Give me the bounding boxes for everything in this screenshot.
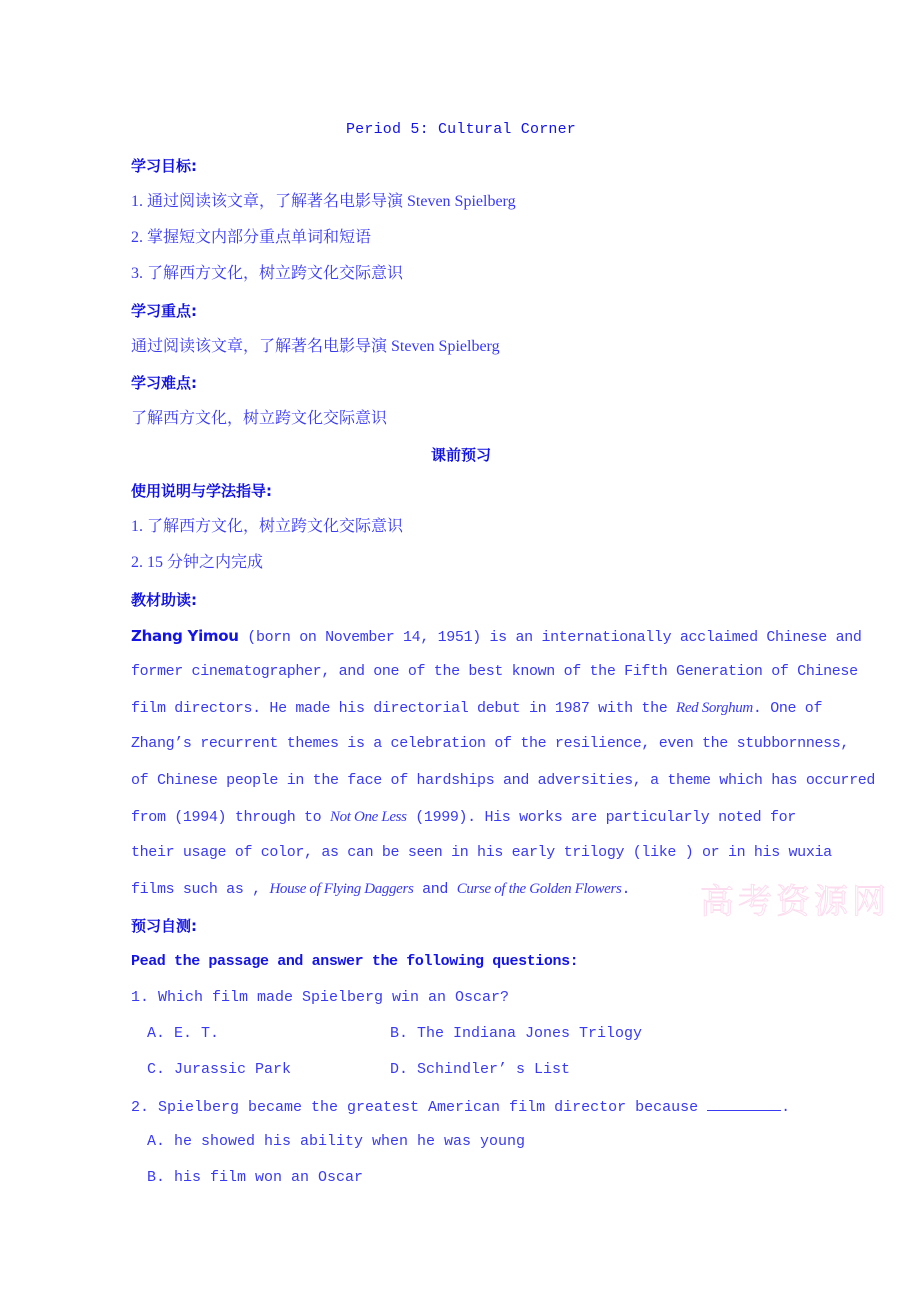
watermark-logo: 高考资源网 (700, 882, 890, 922)
line-text: and (413, 881, 457, 898)
line-text: . One of (752, 700, 823, 717)
reading-aid-line-3 (131, 698, 823, 719)
line-text: films such as , (131, 881, 270, 898)
reading-aid-heading: 教材助读: (131, 591, 197, 609)
key-points-heading: 学习重点: (131, 302, 197, 320)
question-1-option-d[interactable]: D. Schindler’ s List (390, 1061, 571, 1078)
question-2-option-b[interactable]: B. his film won an Oscar (147, 1169, 364, 1186)
question-1-stem: 1. Which film made Spielberg win an Oscar? (131, 989, 510, 1006)
line-text: from (1994) through to (131, 809, 330, 826)
film-title-house-of-flying-daggers: House of Flying Daggers (269, 881, 414, 897)
question-2-stem: 2. Spielberg became the greatest American film director because (131, 1099, 699, 1116)
key-points-text: 通过阅读该文章，了解著名电影导演 Steven Spielberg (131, 338, 500, 355)
instruction-item-2: 2. 15 分钟之内完成 (131, 554, 264, 571)
subject-name: Zhang Yimou (131, 627, 239, 645)
film-title-curse-of-the-golden-flowers: Curse of the Golden Flowers (456, 881, 622, 897)
question-1-option-c[interactable]: C. Jurassic Park (147, 1061, 292, 1078)
line-text: . (621, 881, 631, 898)
question-2-stem-line (131, 1096, 790, 1118)
question-1-option-a[interactable]: A. E. T. (147, 1025, 220, 1042)
reading-aid-line-8 (131, 879, 789, 900)
film-title-not-one-less: Not One Less (329, 809, 407, 825)
difficulties-heading: 学习难点: (131, 374, 197, 392)
line-text: their usage of color, as can be seen in his early trilogy (like ) or in his wuxia (131, 844, 832, 861)
line-text: Zhang’s recurrent themes is a celebration of the resilience, even the stubbornness, (131, 735, 850, 752)
line-text: (born on November 14, 1951) is an internationally acclaimed Chinese and (238, 629, 862, 646)
reading-aid-line-2 (131, 662, 858, 682)
line-text: former cinematographer, and one of the best known of the Fifth Generation of Chinese (131, 663, 858, 680)
line-text: of Chinese people in the face of hardships and adversities, a theme which has occurred (131, 772, 876, 789)
reading-aid-line-1 (131, 626, 862, 648)
self-test-heading: 预习自测: (131, 917, 197, 935)
objectives-heading: 学习目标: (131, 157, 197, 175)
reading-aid-line-4 (131, 734, 850, 754)
reading-aid-line-6 (131, 807, 796, 828)
instruction-item-1: 1. 了解西方文化，树立跨文化交际意识 (131, 518, 404, 535)
instructions-heading: 使用说明与学法指导: (131, 482, 272, 500)
answer-blank[interactable] (707, 1096, 781, 1111)
question-2-option-a[interactable]: A. he showed his ability when he was young (147, 1133, 526, 1150)
reading-aid-line-7 (131, 843, 832, 863)
difficulties-text: 了解西方文化，树立跨文化交际意识 (131, 410, 388, 427)
objective-item-3: 3. 了解西方文化，树立跨文化交际意识 (131, 265, 404, 282)
preview-section-title: 课前预习 (430, 446, 491, 464)
objective-item-2: 2. 掌握短文内部分重点单词和短语 (131, 229, 372, 246)
self-test-instruction: Pead the passage and answer the following questions: (131, 953, 579, 970)
objective-item-1: 1. 通过阅读该文章，了解著名电影导演 Steven Spielberg (131, 193, 516, 210)
reading-aid-line-5 (131, 771, 876, 791)
page-title: Period 5: Cultural Corner (345, 121, 577, 138)
question-2-stem-suffix: . (781, 1099, 791, 1116)
line-text: (1999). His works are particularly noted for (406, 809, 796, 826)
film-title-red-sorghum: Red Sorghum (676, 700, 753, 716)
line-text: film directors. He made his directorial debut in 1987 with the (131, 700, 677, 717)
question-1-option-b[interactable]: B. The Indiana Jones Trilogy (390, 1025, 643, 1042)
